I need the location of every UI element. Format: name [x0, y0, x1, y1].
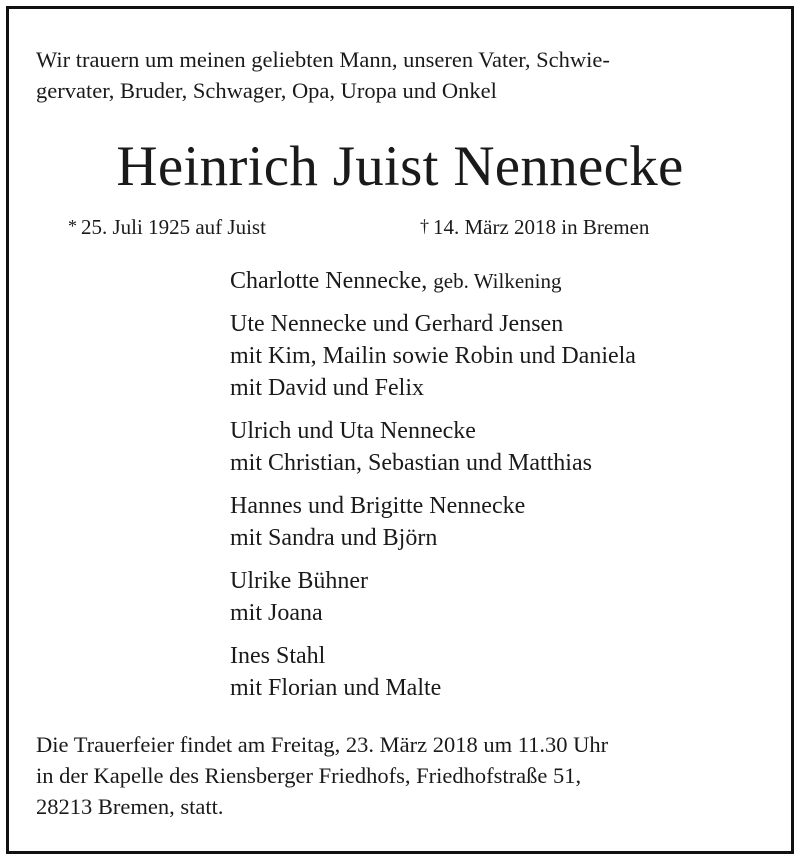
mourner-line: mit David und Felix [230, 375, 424, 401]
mourner-group [230, 308, 790, 404]
funeral-line: Die Trauerfeier findet am Freitag, 23. März 2018 um 11.30 Uhr [36, 732, 609, 757]
mourner-line: mit Florian und Malte [230, 675, 442, 701]
mourner-line: mit Kim, Mailin sowie Robin und Daniela [230, 343, 636, 369]
mourner-line: mit Sandra und Björn [230, 525, 438, 551]
mourner-group [230, 415, 790, 479]
mourner-group [230, 565, 790, 629]
maiden-name: geb. Wilkening [433, 269, 562, 293]
death-symbol: † [420, 216, 429, 236]
mourner-line: Charlotte Nennecke, [230, 268, 428, 294]
birth-text: 25. Juli 1925 auf Juist [81, 215, 266, 239]
intro-text [36, 44, 766, 106]
intro-line: gervater, Bruder, Schwager, Opa, Uropa und Onkel [36, 78, 497, 103]
death-text: 14. März 2018 in Bremen [433, 215, 650, 239]
mourner-line: Hannes und Brigitte Nennecke [230, 493, 526, 519]
intro-line: Wir trauern um meinen geliebten Mann, unseren Vater, Schwie- [36, 47, 610, 72]
mourner-line-row [230, 265, 790, 297]
deceased-name: Heinrich Juist Nennecke [116, 135, 684, 198]
mourners-list [230, 265, 790, 715]
mourner-line: mit Christian, Sebastian und Matthias [230, 450, 592, 476]
mourner-group [230, 265, 790, 297]
mourner-line: Ulrich und Uta Nennecke [230, 418, 476, 444]
death-date [420, 211, 649, 242]
birth-date [68, 211, 266, 242]
funeral-info [36, 729, 766, 822]
funeral-line: in der Kapelle des Riensberger Friedhofs, Friedhofstraße 51, [36, 763, 582, 788]
funeral-line: 28213 Bremen, statt. [36, 794, 224, 819]
birth-symbol: * [68, 216, 77, 236]
mourner-group [230, 640, 790, 704]
mourner-line: Ute Nennecke und Gerhard Jensen [230, 311, 564, 337]
mourner-line: mit Joana [230, 600, 323, 626]
mourner-group [230, 490, 790, 554]
mourner-line: Ulrike Bühner [230, 568, 368, 594]
mourner-line: Ines Stahl [230, 643, 326, 669]
